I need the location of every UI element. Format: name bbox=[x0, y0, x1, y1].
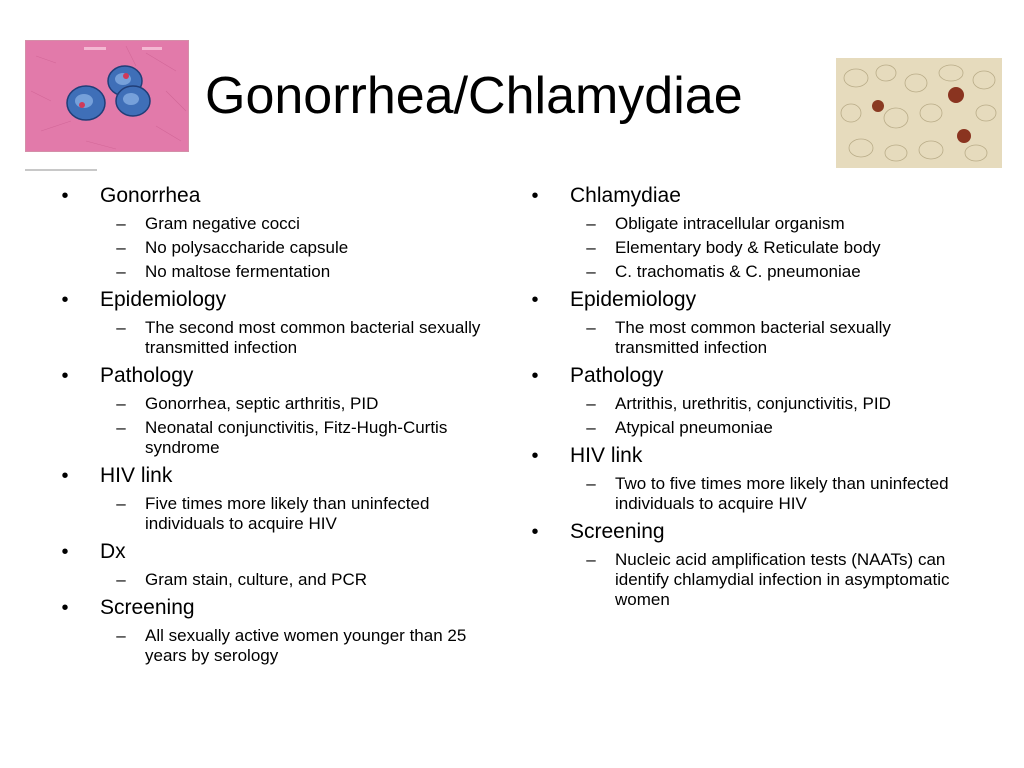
sub-bullet-item bbox=[55, 318, 495, 358]
sub-bullet-item bbox=[55, 238, 495, 258]
bullet-item bbox=[525, 182, 965, 210]
dash-icon: – bbox=[116, 262, 126, 281]
dash-icon: – bbox=[586, 418, 596, 437]
sub-bullet-item bbox=[55, 418, 495, 458]
dash-icon: – bbox=[116, 238, 126, 257]
bullet-icon: • bbox=[531, 445, 539, 467]
sub-bullet-item bbox=[55, 262, 495, 282]
left-column bbox=[55, 178, 495, 668]
sub-bullet-text: Neonatal conjunctivitis, Fitz-Hugh-Curtis syndrome bbox=[145, 418, 448, 457]
dash-icon: – bbox=[586, 318, 596, 337]
sub-bullet-text: No maltose fermentation bbox=[145, 262, 331, 281]
dash-icon: – bbox=[116, 394, 126, 413]
sub-bullet-text: Artrithis, urethritis, conjunctivitis, PID bbox=[615, 394, 891, 413]
bullet-icon: • bbox=[531, 185, 539, 207]
sub-bullet-item bbox=[525, 318, 965, 358]
bullet-heading: Screening bbox=[570, 520, 665, 543]
sub-bullet-text: Nucleic acid amplification tests (NAATs) can identify chlamydial infection in asymptomatic women bbox=[615, 550, 950, 609]
bullet-heading: Pathology bbox=[570, 364, 664, 387]
dash-icon: – bbox=[116, 214, 126, 233]
bullet-item bbox=[525, 286, 965, 314]
bullet-icon: • bbox=[61, 289, 69, 311]
sub-bullet-item bbox=[525, 550, 965, 610]
dash-icon: – bbox=[116, 626, 126, 645]
bullet-heading: Dx bbox=[100, 540, 126, 563]
bullet-icon: • bbox=[531, 365, 539, 387]
sub-bullet-item bbox=[525, 474, 965, 514]
sub-bullet-item bbox=[55, 214, 495, 234]
bullet-item bbox=[55, 594, 495, 622]
gonorrhea-micrograph-image bbox=[25, 40, 189, 152]
bullet-heading: HIV link bbox=[100, 464, 173, 487]
dash-icon: – bbox=[586, 238, 596, 257]
right-column bbox=[525, 178, 965, 612]
sub-bullet-text: The most common bacterial sexually transmitted infection bbox=[615, 318, 891, 357]
sub-bullet-item bbox=[525, 394, 965, 414]
bullet-item bbox=[55, 286, 495, 314]
sub-bullet-text: The second most common bacterial sexually transmitted infection bbox=[145, 318, 481, 357]
bullet-heading: Gonorrhea bbox=[100, 184, 201, 207]
sub-bullet-text: Gram stain, culture, and PCR bbox=[145, 570, 368, 589]
bullet-icon: • bbox=[61, 465, 69, 487]
bullet-item bbox=[55, 538, 495, 566]
bullet-item bbox=[55, 182, 495, 210]
dash-icon: – bbox=[586, 474, 596, 493]
dash-icon: – bbox=[586, 214, 596, 233]
sub-bullet-text: Gonorrhea, septic arthritis, PID bbox=[145, 394, 379, 413]
sub-bullet-text: C. trachomatis & C. pneumoniae bbox=[615, 262, 861, 281]
bullet-icon: • bbox=[531, 289, 539, 311]
gonorrhea-micrograph-svg bbox=[26, 41, 189, 152]
dash-icon: – bbox=[586, 550, 596, 569]
bullet-heading: HIV link bbox=[570, 444, 643, 467]
bullet-item bbox=[525, 518, 965, 546]
sub-bullet-text: All sexually active women younger than 25 years by serology bbox=[145, 626, 467, 665]
sub-bullet-text: Elementary body & Reticulate body bbox=[615, 238, 881, 257]
dash-icon: – bbox=[116, 494, 126, 513]
sub-bullet-text: Five times more likely than uninfected individuals to acquire HIV bbox=[145, 494, 430, 533]
bullet-item bbox=[525, 362, 965, 390]
sub-bullet-item bbox=[55, 494, 495, 534]
chlamydia-micrograph-image bbox=[836, 58, 1002, 168]
bullet-heading: Epidemiology bbox=[100, 288, 227, 311]
sub-bullet-text: Atypical pneumoniae bbox=[615, 418, 773, 437]
sub-bullet-item bbox=[525, 418, 965, 438]
sub-bullet-item bbox=[55, 626, 495, 666]
dash-icon: – bbox=[586, 394, 596, 413]
sub-bullet-text: Two to five times more likely than uninfected individuals to acquire HIV bbox=[615, 474, 949, 513]
dash-icon: – bbox=[116, 570, 126, 589]
bullet-item bbox=[55, 462, 495, 490]
bullet-item bbox=[55, 362, 495, 390]
sub-bullet-text: No polysaccharide capsule bbox=[145, 238, 349, 257]
bullet-icon: • bbox=[61, 185, 69, 207]
sub-bullet-text: Obligate intracellular organism bbox=[615, 214, 845, 233]
sub-bullet-text: Gram negative cocci bbox=[145, 214, 300, 233]
bullet-heading: Screening bbox=[100, 596, 195, 619]
bullet-icon: • bbox=[531, 521, 539, 543]
bullet-heading: Pathology bbox=[100, 364, 194, 387]
bullet-icon: • bbox=[61, 365, 69, 387]
sub-bullet-item bbox=[55, 394, 495, 414]
image-copyright-line bbox=[25, 160, 105, 166]
dash-icon: – bbox=[116, 418, 126, 437]
bullet-heading: Epidemiology bbox=[570, 288, 697, 311]
sub-bullet-item bbox=[55, 570, 495, 590]
bullet-heading: Chlamydiae bbox=[570, 184, 681, 207]
sub-bullet-item bbox=[525, 238, 965, 258]
dash-icon: – bbox=[116, 318, 126, 337]
sub-bullet-item bbox=[525, 262, 965, 282]
sub-bullet-item bbox=[525, 214, 965, 234]
bullet-icon: • bbox=[61, 597, 69, 619]
bullet-icon: • bbox=[61, 541, 69, 563]
dash-icon: – bbox=[586, 262, 596, 281]
chlamydia-micrograph-svg bbox=[836, 58, 1002, 168]
slide-title: Gonorrhea/Chlamydiae bbox=[205, 67, 743, 125]
bullet-item bbox=[525, 442, 965, 470]
